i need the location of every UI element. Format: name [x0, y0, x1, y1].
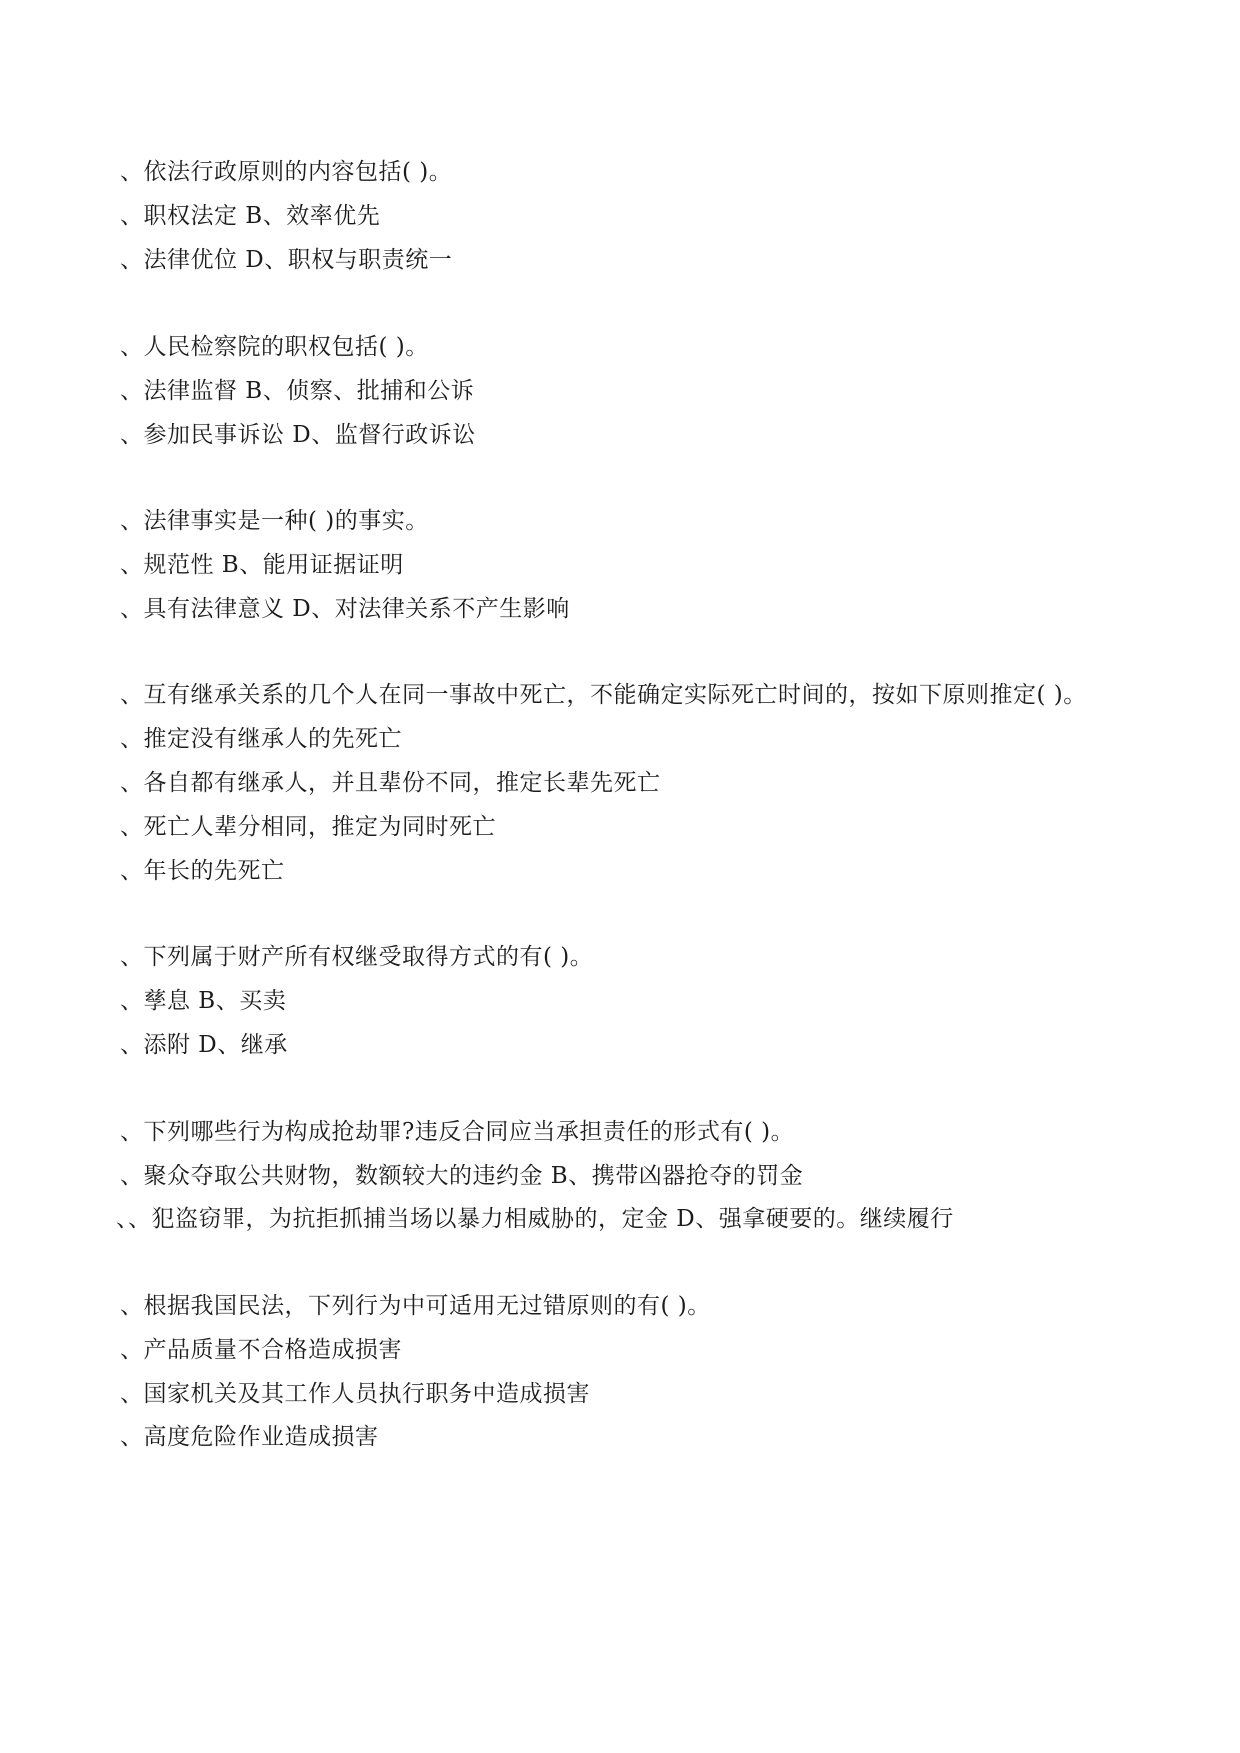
question-6-option-1: 、聚众夺取公共财物，数额较大的违约金 B、携带凶器抢夺的罚金: [120, 1163, 804, 1189]
question-7-option-3: 、高度危险作业造成损害: [120, 1424, 379, 1450]
question-7-option-2: 、国家机关及其工作人员执行职务中造成损害: [120, 1381, 590, 1407]
question-1-stem: 、依法行政原则的内容包括( )。: [120, 159, 453, 185]
question-5-option-2: 、添附 D、继承: [120, 1032, 288, 1058]
question-6-option-2: 、、犯盗窃罪，为抗拒抓捕当场以暴力相威胁的，定金 D、强拿硬要的。继续履行: [116, 1206, 954, 1232]
question-5-stem: 、下列属于财产所有权继受取得方式的有( )。: [120, 944, 594, 970]
question-1-option-1: 、职权法定 B、效率优先: [120, 203, 381, 229]
question-4-option-4: 、年长的先死亡: [120, 858, 285, 884]
question-2-option-2: 、参加民事诉讼 D、监督行政诉讼: [120, 422, 476, 448]
question-6-stem: 、下列哪些行为构成抢劫罪?违反合同应当承担责任的形式有( )。: [120, 1119, 795, 1145]
question-2-stem: 、人民检察院的职权包括( )。: [120, 334, 429, 360]
question-7-stem: 、根据我国民法，下列行为中可适用无过错原则的有( )。: [120, 1293, 711, 1319]
question-5-option-1: 、孳息 B、买卖: [120, 988, 287, 1014]
question-4-stem: 、互有继承关系的几个人在同一事故中死亡，不能确定实际死亡时间的，按如下原则推定( )。: [120, 682, 1087, 708]
question-2-option-1: 、法律监督 B、侦察、批捕和公诉: [120, 378, 475, 404]
question-1-option-2: 、法律优位 D、职权与职责统一: [120, 247, 453, 273]
question-3-stem: 、法律事实是一种( )的事实。: [120, 508, 429, 534]
question-4-option-2: 、各自都有继承人，并且辈份不同，推定长辈先死亡: [120, 770, 661, 796]
question-4-option-3: 、死亡人辈分相同，推定为同时死亡: [120, 814, 496, 840]
question-7-option-1: 、产品质量不合格造成损害: [120, 1337, 402, 1363]
question-3-option-2: 、具有法律意义 D、对法律关系不产生影响: [120, 596, 570, 622]
question-3-option-1: 、规范性 B、能用证据证明: [120, 552, 404, 578]
question-4-option-1: 、推定没有继承人的先死亡: [120, 726, 402, 752]
